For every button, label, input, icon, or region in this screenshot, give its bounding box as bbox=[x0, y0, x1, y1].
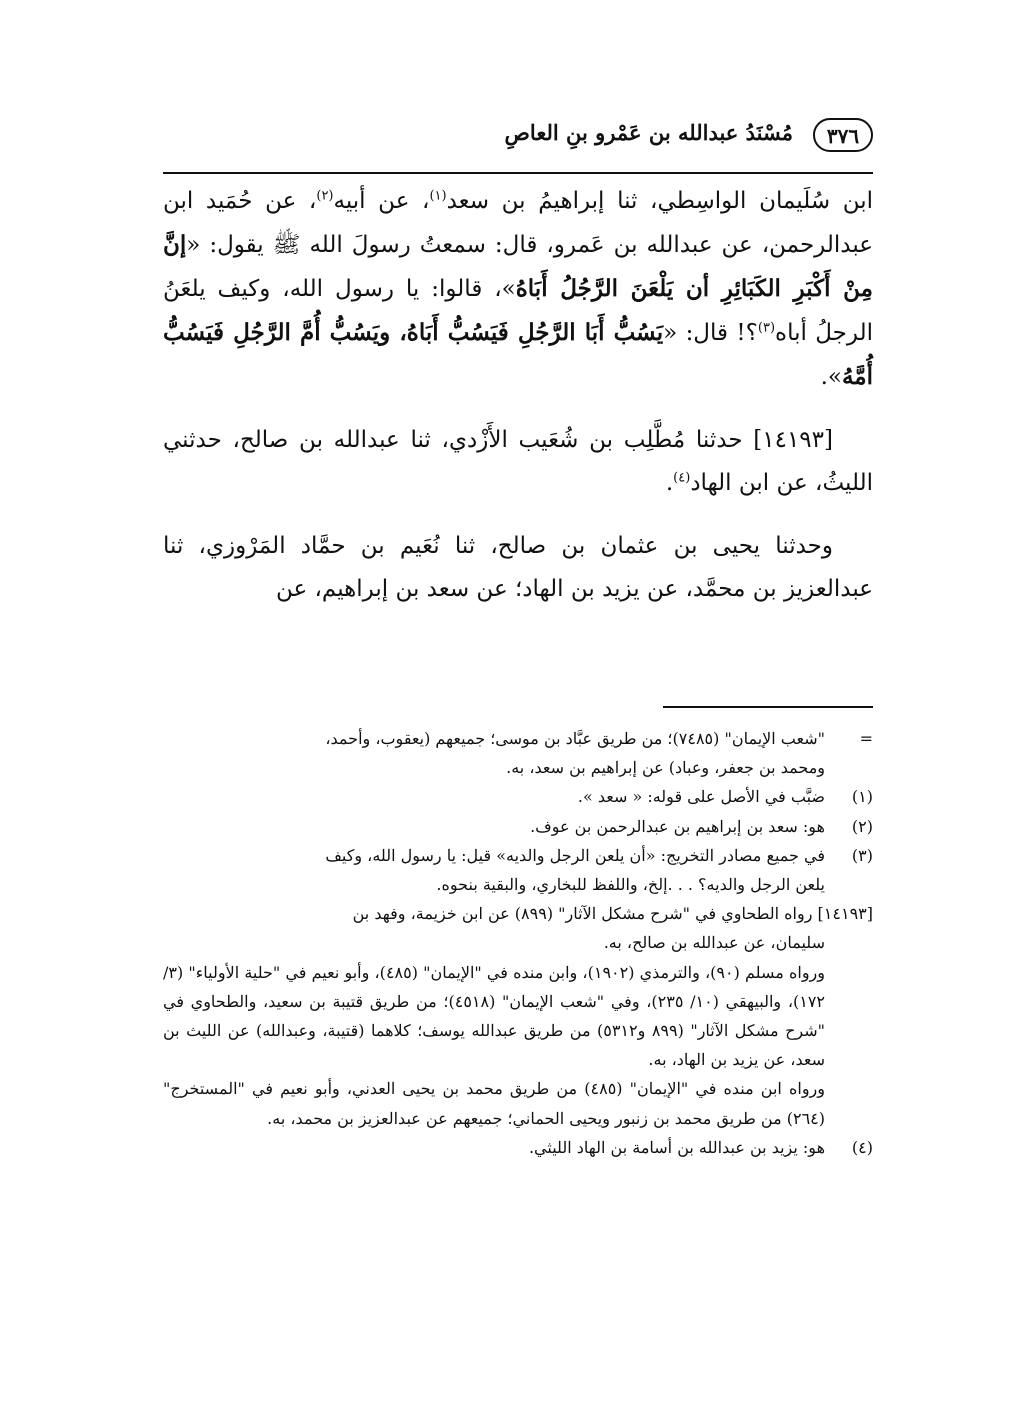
footnote-text: هو: سعد بن إبراهيم بن عبدالرحمن بن عوف. bbox=[530, 816, 825, 836]
footnote-3 bbox=[163, 841, 873, 899]
footnote-4 bbox=[163, 1133, 873, 1162]
hadith-quote: إنَّ مِنْ أَكْبَرِ الكَبَائِرِ أن يَلْعَنَ الرَّجُلُ أَبَاهُ bbox=[163, 231, 873, 302]
text-run: [١٤١٩٣] حدثنا مُطَّلِب بن شُعَيب الأَزْدي، ثنا عبدالله بن صالح، حدثني الليثُ، عن ابن الهاد bbox=[163, 427, 873, 496]
footnote-ref-3[interactable]: (٣) bbox=[757, 320, 776, 336]
footnote-line: ورواه ابن منده في "الإيمان" (٤٨٥) من طريق محمد بن يحيى العدني، وأبو نعيم في "المستخرج" (٢٦٤) من طريق محمد بن زنبور ويحيى الحماني؛ جميعهم عن عبدالعزيز بن محمد، به. bbox=[163, 1079, 826, 1128]
paragraph-hadith-text bbox=[163, 180, 873, 399]
footnote-2 bbox=[163, 812, 873, 841]
footnote-continuation bbox=[163, 724, 873, 782]
footnote-line: [١٤١٩٣] رواه الطحاوي في "شرح مشكل الآثار" (٨٩٩) عن ابن خزيمة، وفهد بن bbox=[352, 904, 873, 924]
footnote-text: هو: يزيد بن عبدالله بن أسامة بن الهاد الليثي. bbox=[528, 1137, 825, 1157]
footnote-ref-1[interactable]: (١) bbox=[429, 188, 447, 204]
footnote-marker: (٤) bbox=[851, 1137, 873, 1157]
text-run: ابن سُلَيمان الواسِطي، ثنا إبراهيمُ بن سعد bbox=[446, 188, 874, 214]
footnote-marker: (٢) bbox=[851, 816, 873, 836]
footnote-ref-2[interactable]: (٢) bbox=[316, 188, 334, 204]
footnote-line: ومحمد بن جعفر، وعباد) عن إبراهيم بن سعد، به. bbox=[506, 758, 825, 778]
paragraph-hadith-14193 bbox=[163, 419, 873, 505]
footnote-text: ضبَّب في الأصل على قوله: « سعد ». bbox=[577, 787, 825, 807]
footnote-marker: (٣) bbox=[851, 845, 873, 865]
text-run: ، عن حُمَيد ابن عبدالرحمن، عن عبدالله بن عَمرو، قال: سمعتُ رسولَ الله ﷺ يقول: « bbox=[163, 188, 873, 258]
footnote-line: سليمان، عن عبدالله بن صالح، به. bbox=[603, 933, 825, 953]
footnote-indented-block bbox=[163, 928, 873, 1132]
running-title: مُسْنَدُ عبدالله بن عَمْرو بنِ العاصِ bbox=[504, 120, 793, 145]
footnote-hadith-14193 bbox=[163, 899, 873, 1133]
footnote-line: ورواه مسلم (٩٠)، والترمذي (١٩٠٢)، وابن منده في "الإيمان" (٤٨٥)، وأبو نعيم في "حلية الأولياء" (٣/ ١٧٢)، والبيهقي (١٠/ ٢٣٥)، وفي "شعب الإيمان" (٤٥١٨)؛ من طريق قتيبة بن سعيد، والطحاوي في "شرح مشكل الآثار" (٨٩٩ و٥٣١٢) من طريق عبدالله يوسف؛ كلاهما (قتيبة، وعبدالله) عن الليث بن سعد، عن يزيد بن الهاد، به. bbox=[163, 962, 826, 1070]
paragraph-chain: وحدثنا يحيى بن عثمان بن صالح، ثنا نُعَيم بن حمَّاد المَرْوزي، ثنا عبدالعزيز بن محمَّد، عن يزيد بن الهاد؛ عن سعد بن إبراهيم، عن bbox=[163, 533, 873, 602]
text-run: ». bbox=[820, 364, 842, 390]
text-run: ، عن أبيه bbox=[333, 188, 430, 214]
header-rule bbox=[163, 172, 873, 174]
text-run: ؟! قال: « bbox=[663, 320, 758, 346]
footnote-line: في جميع مصادر التخريج: «أن يلعن الرجل والديه» قيل: يا رسول الله، وكيف bbox=[325, 845, 825, 865]
footnotes bbox=[163, 724, 873, 1162]
page-number: ٣٧٦ bbox=[813, 118, 873, 152]
footnote-ref-4[interactable]: (٤) bbox=[673, 470, 691, 486]
footnote-separator bbox=[663, 706, 873, 708]
text-run: »، قالوا: يا رسول الله، وكيف يلعَنُ الرجلُ أباه bbox=[163, 276, 873, 346]
running-header bbox=[163, 118, 873, 162]
footnote-1 bbox=[163, 782, 873, 811]
continuation-marker: = bbox=[859, 729, 873, 748]
footnote-marker: (١) bbox=[851, 787, 873, 807]
main-text bbox=[163, 180, 873, 611]
text-run: . bbox=[665, 470, 674, 496]
hadith-quote: يَسُبُّ أَبَا الرَّجُلِ فَيَسُبُّ أَبَاهُ، ويَسُبُّ أُمَّ الرَّجُلِ فَيَسُبُّ أُمَّهُ bbox=[163, 319, 873, 390]
footnote-line: "شعب الإيمان" (٧٤٨٥)؛ من طريق عبَّاد بن موسى؛ جميعهم (يعقوب، وأحمد، bbox=[325, 729, 825, 748]
footnote-line: يلعن الرجل والديه؟ . . .إلخ، واللفظ للبخاري، والبقية بنحوه. bbox=[436, 875, 825, 895]
